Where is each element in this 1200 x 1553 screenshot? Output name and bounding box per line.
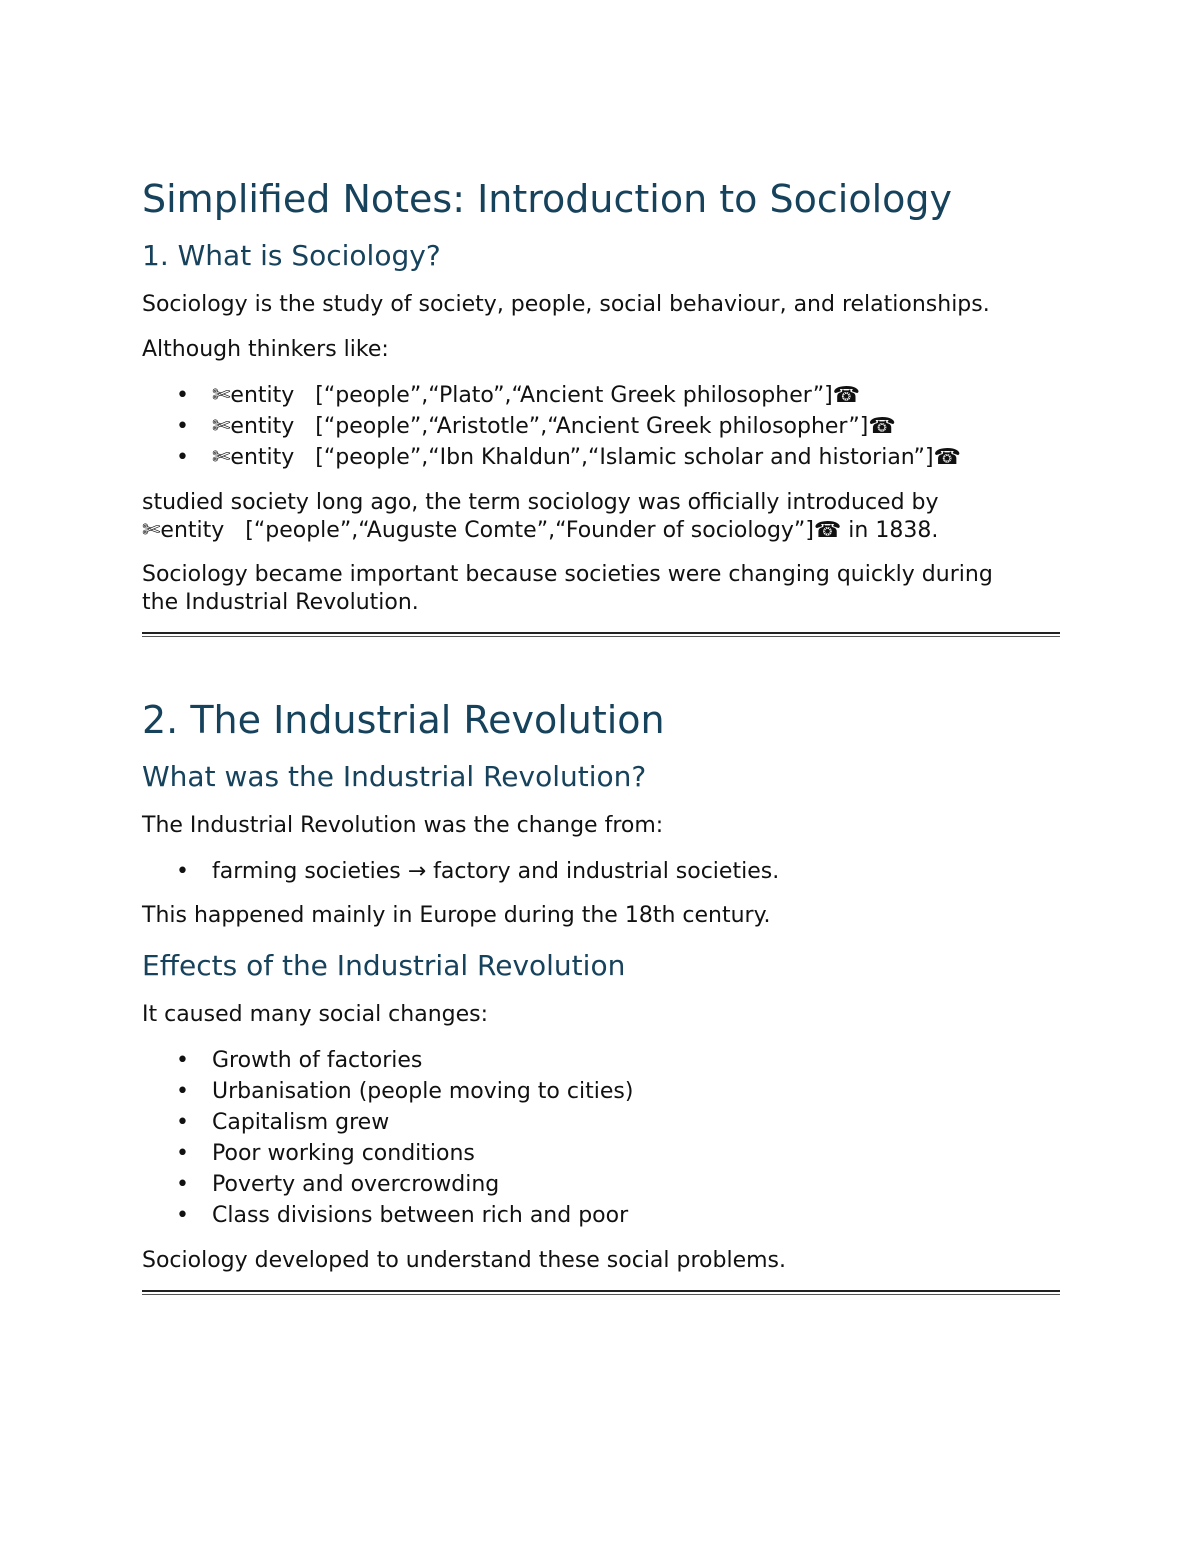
- section-2-heading: 2. The Industrial Revolution: [142, 698, 665, 742]
- change-list: [142, 856, 1060, 887]
- section-1-closing-line-1: Sociology became important because societies were changing quickly during: [142, 562, 993, 587]
- section-1-after-line-1: studied society long ago, the term sociology was officially introduced by: [142, 490, 939, 515]
- bullet: •: [176, 383, 189, 408]
- bullet: •: [176, 1110, 189, 1135]
- bullet: •: [176, 414, 189, 439]
- bullet: •: [176, 859, 189, 884]
- subsection-what-after: This happened mainly in Europe during the 18th century.: [142, 903, 771, 928]
- list-item: • ✄entity [“people”,“Aristotle”,“Ancient Greek philosopher”]☎: [142, 411, 1060, 442]
- bullet: •: [176, 1079, 189, 1104]
- list-item: • ✄entity [“people”,“Plato”,“Ancient Greek philosopher”]☎: [142, 380, 1060, 411]
- section-1-lead: Although thinkers like:: [142, 337, 389, 362]
- effects-list: [142, 1045, 1060, 1231]
- section-divider: [142, 632, 1060, 637]
- subsection-what-heading: What was the Industrial Revolution?: [142, 760, 647, 793]
- thinkers-list: [142, 380, 1060, 473]
- section-divider: [142, 1290, 1060, 1295]
- list-item: • Poverty and overcrowding: [142, 1169, 1060, 1200]
- list-item: • ✄entity [“people”,“Ibn Khaldun”,“Islamic scholar and historian”]☎: [142, 442, 1060, 473]
- list-item: • Poor working conditions: [142, 1138, 1060, 1169]
- list-item: • Class divisions between rich and poor: [142, 1200, 1060, 1231]
- document-title: Simplified Notes: Introduction to Sociology: [142, 177, 952, 221]
- section-1-after-line-2: ✄entity [“people”,“Auguste Comte”,“Founder of sociology”]☎ in 1838.: [142, 518, 939, 543]
- bullet: •: [176, 1203, 189, 1228]
- section-1-intro: Sociology is the study of society, people, social behaviour, and relationships.: [142, 292, 990, 317]
- section-2-closing: Sociology developed to understand these social problems.: [142, 1248, 787, 1273]
- subsection-effects-text: It caused many social changes:: [142, 1002, 489, 1027]
- list-item: • Urbanisation (people moving to cities): [142, 1076, 1060, 1107]
- bullet: •: [176, 1141, 189, 1166]
- list-item: • Capitalism grew: [142, 1107, 1060, 1138]
- subsection-what-text: The Industrial Revolution was the change from:: [142, 813, 664, 838]
- section-1-heading: 1. What is Sociology?: [142, 239, 441, 272]
- bullet: •: [176, 1048, 189, 1073]
- bullet: •: [176, 1172, 189, 1197]
- list-item: • Growth of factories: [142, 1045, 1060, 1076]
- subsection-effects-heading: Effects of the Industrial Revolution: [142, 949, 626, 982]
- bullet: •: [176, 445, 189, 470]
- list-item: • farming societies → factory and industrial societies.: [142, 856, 1060, 887]
- section-1-closing-line-2: the Industrial Revolution.: [142, 590, 419, 615]
